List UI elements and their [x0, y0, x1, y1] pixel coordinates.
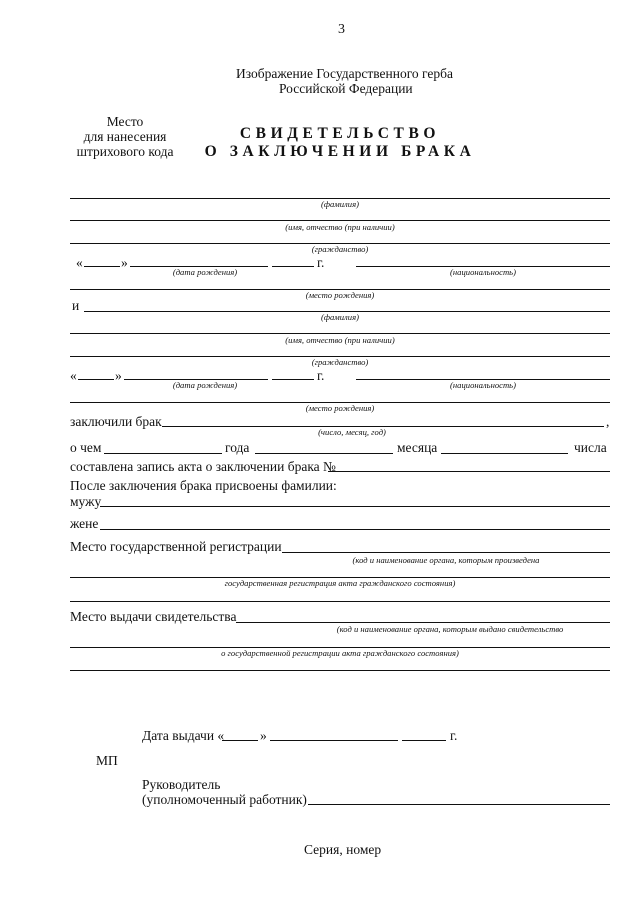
citizenship-2-caption: (гражданство) — [311, 357, 369, 367]
issue-place-line[interactable] — [236, 622, 610, 623]
issue-place-line-3[interactable] — [70, 670, 610, 671]
record-year-line[interactable] — [104, 453, 222, 454]
surname-1-caption: (фамилия) — [321, 199, 359, 209]
reg-body-caption-2: государственная регистрация акта гражданского состояния) — [224, 578, 456, 588]
nationality-1-caption: (национальность) — [450, 267, 516, 277]
husband-surname-line[interactable] — [100, 506, 610, 507]
name-2-caption: (имя, отчество (при наличии) — [285, 335, 395, 345]
issue-place-label: Место выдачи свидетельства — [70, 609, 237, 624]
barcode-note-line1: Место — [106, 114, 144, 129]
birth-date-2-quote-close: » — [115, 368, 122, 383]
page-number: 3 — [338, 22, 345, 37]
document-title-line2: О ЗАКЛЮЧЕНИИ БРАКА — [204, 143, 476, 160]
record-label: составлена запись акта о заключении брака № — [70, 459, 336, 474]
barcode-note-line2: для нанесения — [83, 129, 167, 144]
stamp-place-label: МП — [96, 753, 118, 768]
record-month-line[interactable] — [255, 453, 393, 454]
issue-day-line[interactable] — [222, 740, 258, 741]
citizenship-1-caption: (гражданство) — [311, 244, 369, 254]
birth-date-1-quote-open: « — [76, 255, 83, 270]
reg-place-label: Место государственной регистрации — [70, 539, 282, 554]
name-2-line[interactable] — [70, 333, 610, 334]
birth-date-1-caption: (дата рождения) — [172, 267, 238, 277]
birth-date-1-quote-close: » — [121, 255, 128, 270]
issue-body-caption-2: о государственной регистрации акта гражданского состояния) — [221, 648, 459, 658]
document-title-line1: СВИДЕТЕЛЬСТВО — [239, 125, 441, 142]
reg-body-caption-1: (код и наименование органа, которым произведена — [352, 555, 540, 565]
series-number-label: Серия, номер — [304, 842, 382, 857]
and-label: и — [72, 298, 80, 313]
barcode-note-line3: штрихового кода — [76, 144, 174, 159]
surnames-assigned-label: После заключения брака присвоены фамилии: — [70, 478, 337, 493]
nationality-2-caption: (национальность) — [450, 380, 516, 390]
issue-body-caption-1: (код и наименование органа, которым выдано свидетельство — [336, 624, 564, 634]
name-1-line[interactable] — [70, 220, 610, 221]
about-label: о чем — [70, 440, 102, 455]
reg-place-line-3[interactable] — [70, 601, 610, 602]
issue-year-line[interactable] — [402, 740, 446, 741]
wife-label: жене — [70, 516, 99, 531]
day-word: числа — [574, 440, 607, 455]
emblem-placeholder-line2: Российской Федерации — [279, 81, 413, 96]
birth-place-1-caption: (место рождения) — [305, 290, 375, 300]
issue-date-label: Дата выдачи « — [142, 728, 225, 743]
year-word: года — [225, 440, 250, 455]
marriage-date-comma: , — [606, 414, 610, 429]
record-number-line[interactable] — [328, 471, 610, 472]
birth-day-2-line[interactable] — [78, 379, 114, 380]
issue-month-line[interactable] — [270, 740, 398, 741]
surname-2-caption: (фамилия) — [321, 312, 359, 322]
signature-line[interactable] — [308, 804, 610, 805]
birth-year-1-suffix: г. — [317, 255, 325, 270]
reg-place-line[interactable] — [282, 552, 610, 553]
name-1-caption: (имя, отчество (при наличии) — [285, 222, 395, 232]
marriage-date-caption: (число, месяц, год) — [318, 427, 386, 437]
head-label-1: Руководитель — [142, 777, 221, 792]
married-label: заключили брак — [70, 414, 162, 429]
wife-surname-line[interactable] — [100, 529, 610, 530]
issue-year-suffix: г. — [450, 728, 458, 743]
birth-date-2-caption: (дата рождения) — [172, 380, 238, 390]
birth-day-1-line[interactable] — [84, 266, 120, 267]
head-label-2: (уполномоченный работник) — [142, 792, 307, 807]
birth-place-2-caption: (место рождения) — [305, 403, 375, 413]
husband-label: мужу — [70, 494, 102, 509]
record-day-line[interactable] — [441, 453, 568, 454]
birth-date-2-quote-open: « — [70, 368, 77, 383]
month-word: месяца — [397, 440, 438, 455]
issue-date-quote-close: » — [260, 728, 267, 743]
birth-year-2-suffix: г. — [317, 368, 325, 383]
emblem-placeholder-line1: Изображение Государственного герба — [236, 66, 454, 81]
